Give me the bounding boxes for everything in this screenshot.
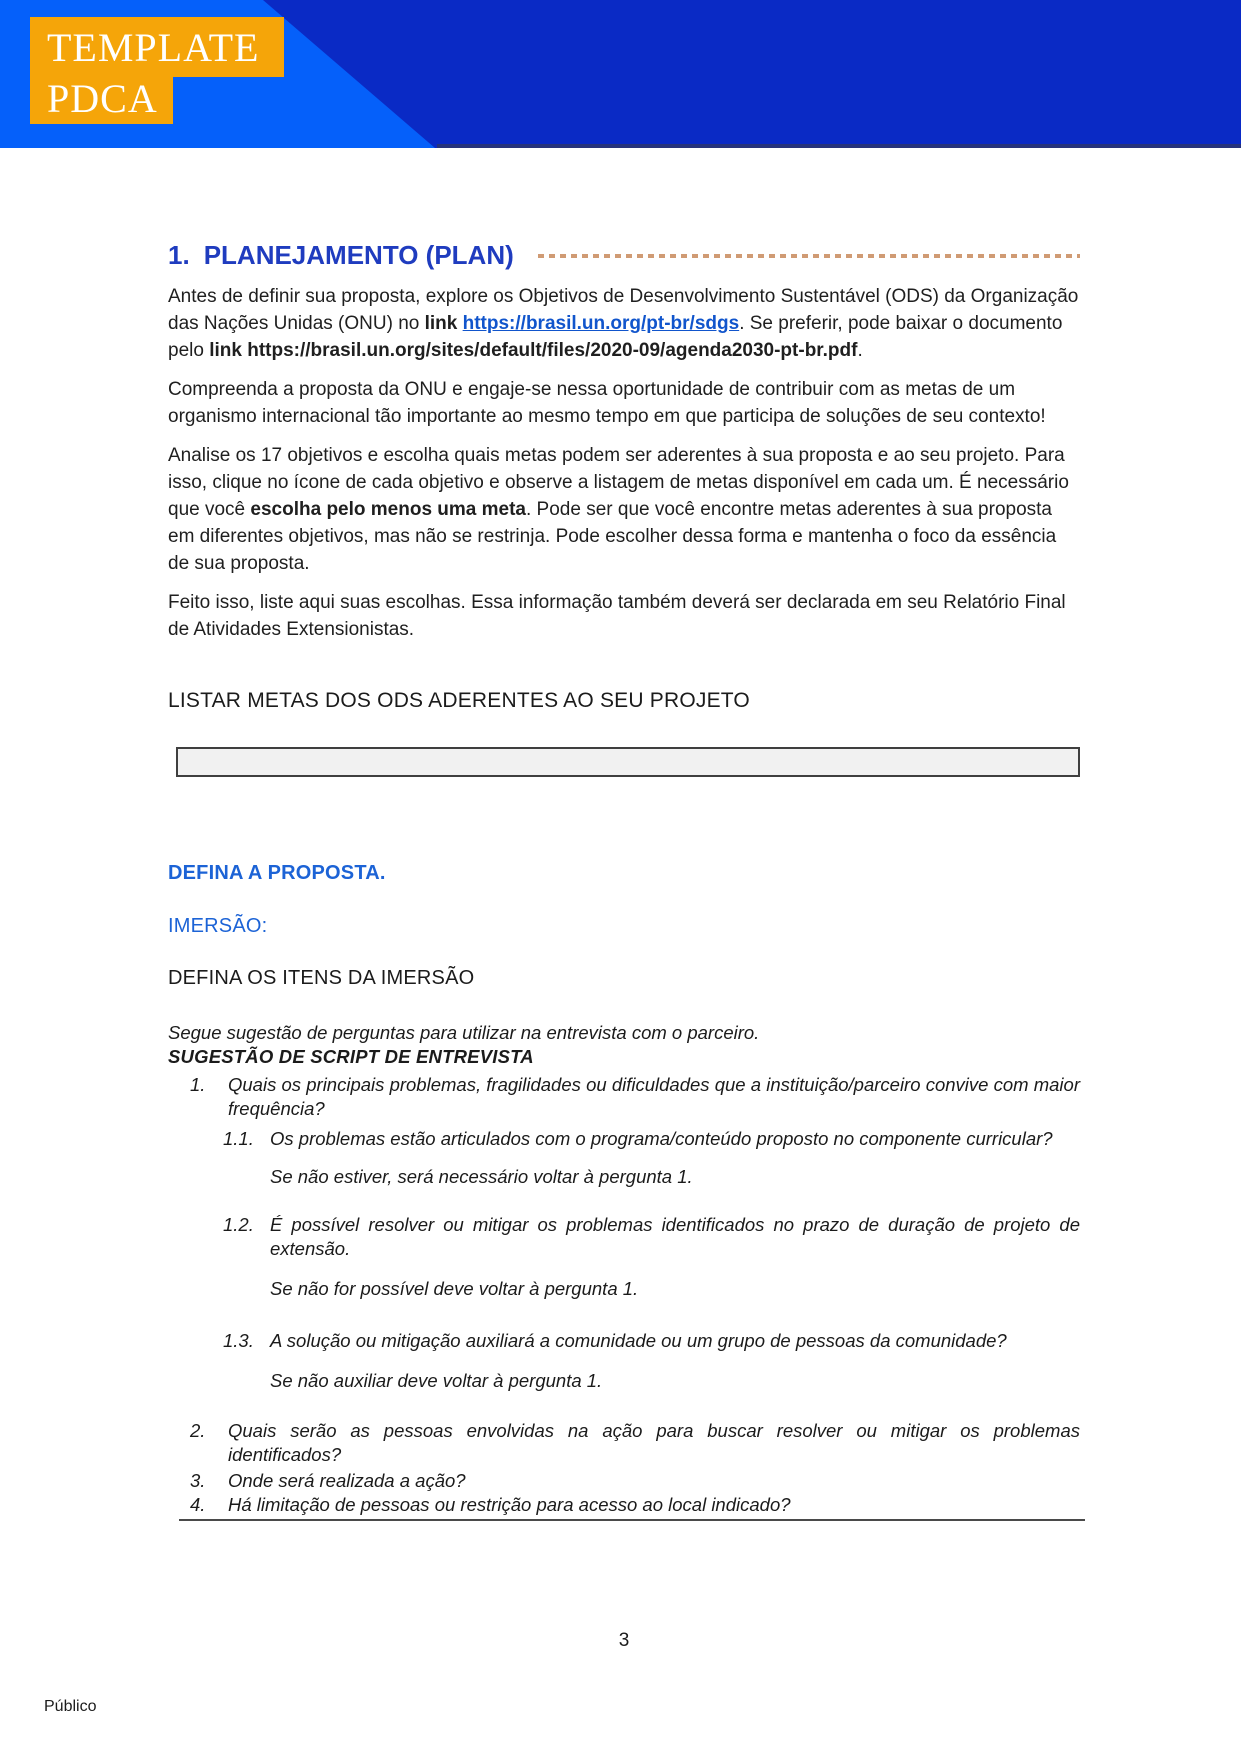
page-content — [168, 240, 1080, 1521]
page-number: 3 — [618, 1630, 630, 1651]
logo-line-pdca — [30, 77, 173, 124]
interview-question-4 — [168, 1493, 1080, 1517]
interview-script-title: SUGESTÃO DE SCRIPT DE ENTREVISTA — [168, 1046, 534, 1067]
ods-metas-input[interactable] — [176, 747, 1080, 777]
subheading-defina-proposta: DEFINA A PROPOSTA. — [168, 862, 386, 884]
subheading-imersao: IMERSÃO: — [168, 915, 268, 937]
logo-text-pdca: PDCA — [47, 76, 158, 121]
bold-agenda2030-url: link https://brasil.un.org/sites/default/files/2020-09/agenda2030-pt-br.pdf — [209, 340, 858, 361]
interview-note-1-3: Se não auxiliar deve voltar à pergunta 1. — [270, 1370, 603, 1391]
question-text: Onde será realizada a ação? — [228, 1470, 466, 1491]
interview-question-1-3 — [168, 1329, 1080, 1353]
question-number: 1.3. — [223, 1330, 254, 1351]
question-text: Os problemas estão articulados com o programa/conteúdo proposto no componente curricular? — [270, 1128, 1053, 1149]
logo-text-template: TEMPLATE — [47, 25, 260, 70]
paragraph-text: Analise os 17 objetivos e escolha quais metas podem ser aderentes à sua proposta e ao seu projeto. Para isso, clique no ícone de cada objetivo e observe a listagem de metas disponível em cada um. É necessário que você — [168, 445, 1069, 520]
question-number: 3. — [190, 1470, 206, 1491]
classification-label: Público — [44, 1698, 97, 1715]
bold-word-link: link — [424, 313, 463, 334]
section-heading — [168, 240, 514, 271]
sdgs-hyperlink[interactable]: https://brasil.un.org/pt-br/sdgs — [462, 313, 740, 334]
question-number: 4. — [190, 1494, 206, 1515]
interview-question-3 — [168, 1469, 1080, 1493]
paragraph-ods-intro — [168, 283, 1080, 364]
question-number: 1.2. — [223, 1214, 254, 1235]
heading-number: 1. — [168, 240, 190, 270]
interview-script-section — [168, 1021, 1080, 1521]
logo-line-template — [30, 17, 284, 77]
question-number: 1.1. — [223, 1128, 254, 1149]
section-heading-row — [168, 240, 1080, 271]
question-text: Quais serão as pessoas envolvidas na ação para buscar resolver ou mitigar os problemas identificados? — [228, 1420, 1080, 1465]
paragraph-analise — [168, 442, 1080, 577]
footer-divider-rule — [179, 1519, 1085, 1521]
interview-question-1-2 — [168, 1213, 1080, 1261]
subheading-defina-itens: DEFINA OS ITENS DA IMERSÃO — [168, 967, 475, 989]
question-text: Quais os principais problemas, fragilidades ou dificuldades que a instituição/parceiro convive com maior frequência? — [228, 1074, 1080, 1119]
listar-metas-label: LISTAR METAS DOS ODS ADERENTES AO SEU PROJETO — [168, 689, 750, 712]
paragraph-text: . Pode ser que você encontre metas aderentes à sua proposta em diferentes objetivos, mas não se restrinja. Pode escolher dessa forma e mantenha o foco da essência de sua proposta. — [168, 499, 1057, 574]
paragraph-text: . Se preferir, pode baixar o documento pelo — [168, 313, 1063, 361]
paragraph-feito-isso: Feito isso, liste aqui suas escolhas. Essa informação também deverá ser declarada em seu Relatório Final de Atividades Extensionistas. — [168, 592, 1066, 640]
interview-question-2 — [168, 1419, 1080, 1467]
interview-question-1 — [168, 1073, 1080, 1121]
paragraph-text: Antes de definir sua proposta, explore os Objetivos de Desenvolvimento Sustentável (ODS) da Organização das Nações Unidas (ONU) no — [168, 286, 1079, 334]
paragraph-compreenda: Compreenda a proposta da ONU e engaje-se nessa oportunidade de contribuir com as metas de um organismo internacional tão importante ao mesmo tempo em que participa de soluções de seu contexto! — [168, 379, 1046, 427]
heading-text: PLANEJAMENTO (PLAN) — [203, 240, 514, 270]
template-pdca-logo — [30, 17, 284, 124]
interview-note-1-1: Se não estiver, será necessário voltar à pergunta 1. — [270, 1166, 693, 1187]
question-number: 1. — [190, 1074, 206, 1095]
question-text: A solução ou mitigação auxiliará a comunidade ou um grupo de pessoas da comunidade? — [270, 1330, 1007, 1351]
dashed-rule — [538, 254, 1080, 258]
interview-question-1-1 — [168, 1127, 1080, 1151]
interview-note-1-2: Se não for possível deve voltar à pergunta 1. — [270, 1278, 639, 1299]
question-number: 2. — [190, 1420, 206, 1441]
bold-escolha-meta: escolha pelo menos uma meta — [250, 499, 526, 520]
banner-bottom-edge — [437, 144, 1241, 148]
interview-intro: Segue sugestão de perguntas para utilizar na entrevista com o parceiro. — [168, 1022, 760, 1043]
header-banner — [0, 0, 1241, 148]
question-text: Há limitação de pessoas ou restrição para acesso ao local indicado? — [228, 1494, 791, 1515]
question-text: É possível resolver ou mitigar os problemas identificados no prazo de duração de projeto de extensão. — [270, 1214, 1080, 1259]
paragraph-text: . — [857, 340, 863, 361]
